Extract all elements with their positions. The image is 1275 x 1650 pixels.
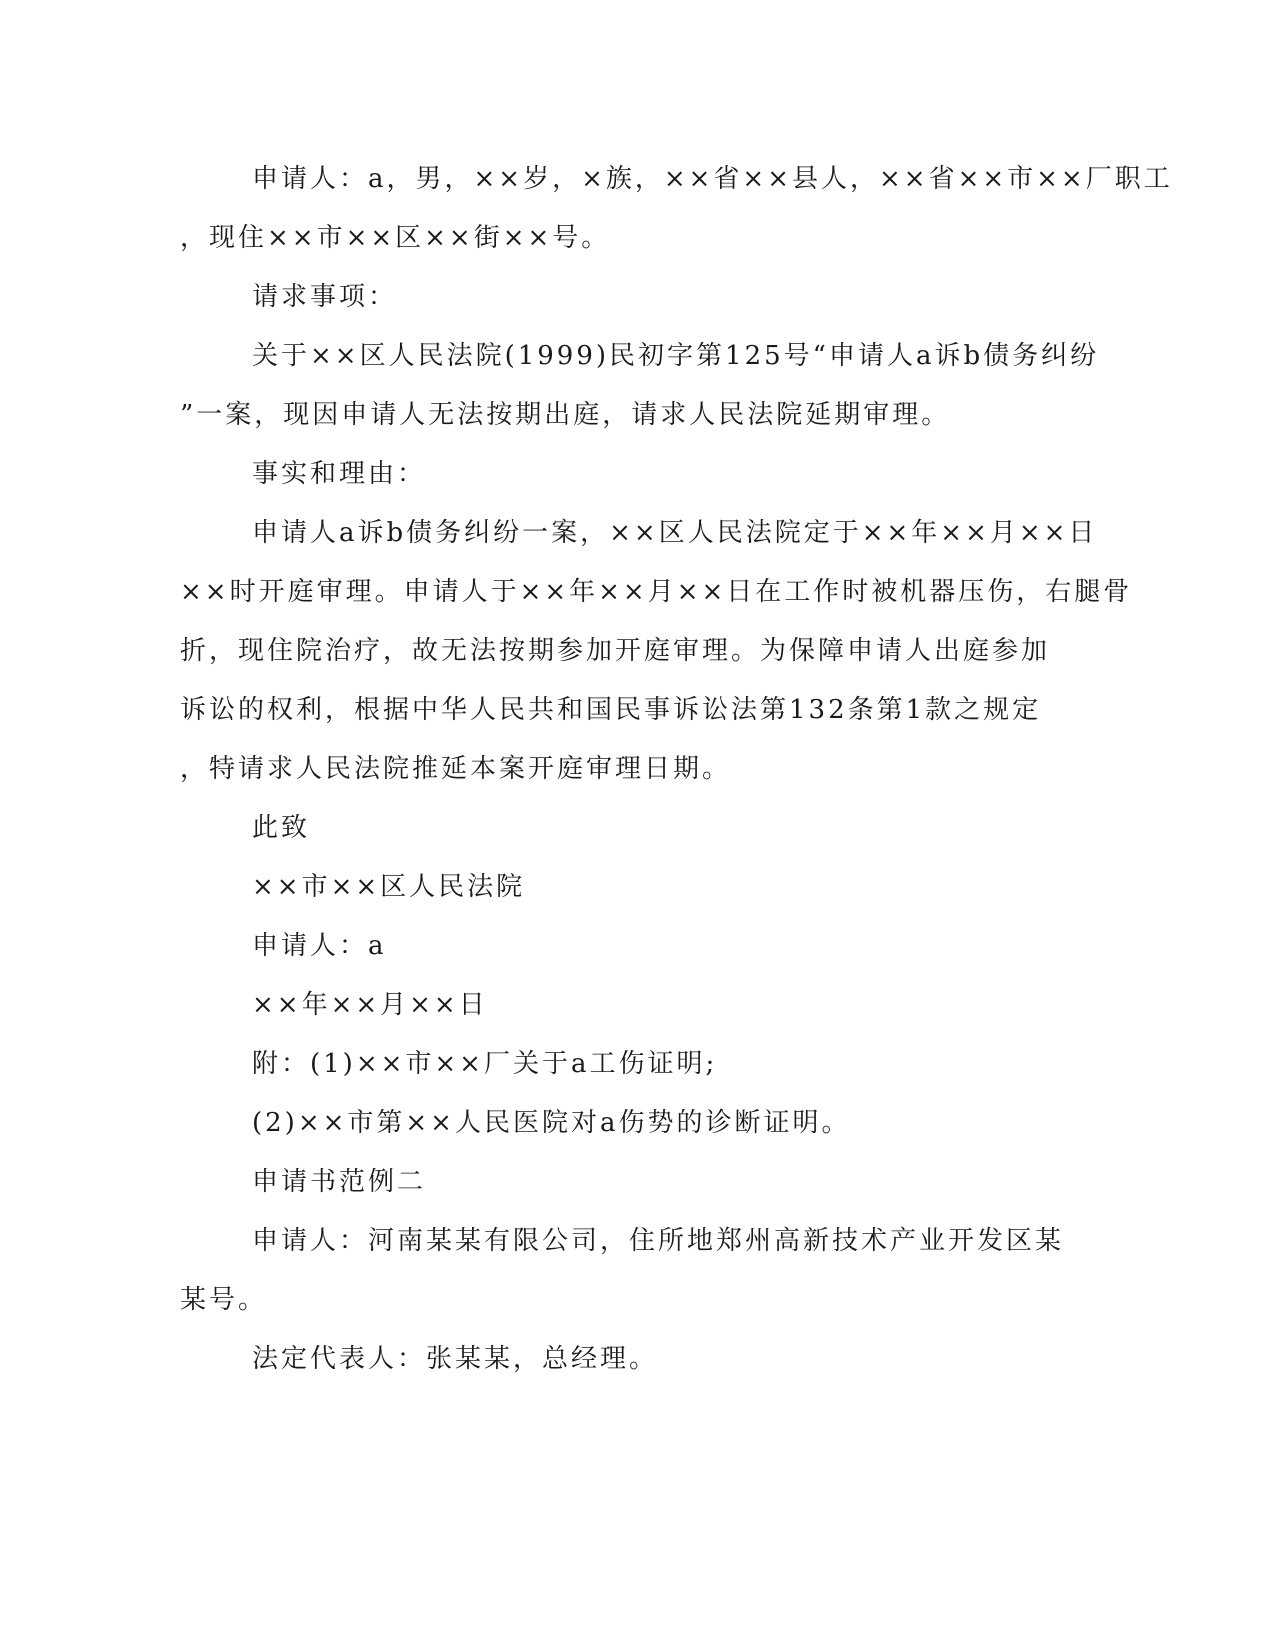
text-line: 申请人：a，男，××岁，×族，××省××县人，××省××市××厂职工	[252, 164, 1173, 194]
text-line: 事实和理由：	[252, 459, 427, 489]
applicant-paragraph	[180, 1212, 1065, 1330]
document-body	[180, 150, 1173, 1389]
request-heading	[180, 268, 1035, 327]
request-paragraph	[180, 327, 1100, 445]
text-line: 申请人：a	[252, 931, 387, 961]
facts-paragraph	[180, 504, 1133, 799]
text-line: ××市××区人民法院	[252, 872, 526, 902]
court-name	[180, 858, 1035, 917]
section-title	[180, 1153, 1035, 1212]
text-line: ××时开庭审理。申请人于××年××月××日在工作时被机器压伤，右腿骨	[180, 577, 1133, 607]
applicant-signature	[180, 917, 1035, 976]
text-line: 此致	[252, 813, 311, 843]
text-line: ××年××月××日	[252, 990, 488, 1020]
salutation	[180, 799, 1035, 858]
text-line: 诉讼的权利，根据中华人民共和国民事诉讼法第132条第1款之规定	[180, 695, 1042, 725]
attachment-item	[180, 1094, 1035, 1153]
applicant-paragraph	[180, 150, 1173, 268]
text-line: 申请人a诉b债务纠纷一案，××区人民法院定于××年××月××日	[252, 518, 1098, 548]
text-line: 法定代表人：张某某，总经理。	[252, 1344, 659, 1374]
text-line: 请求事项：	[252, 282, 398, 312]
facts-heading	[180, 445, 1035, 504]
text-line: ”一案，现因申请人无法按期出庭，请求人民法院延期审理。	[180, 400, 951, 430]
attachment-item	[180, 1035, 1035, 1094]
text-line: 折，现住院治疗，故无法按期参加开庭审理。为保障申请人出庭参加	[180, 636, 1051, 666]
text-line: 申请书范例二	[252, 1167, 427, 1197]
text-line: ，特请求人民法院推延本案开庭审理日期。	[180, 754, 732, 784]
text-line: 附：(1)××市××厂关于a工伤证明;	[252, 1049, 718, 1079]
text-line: ，现住××市××区××街××号。	[180, 223, 611, 253]
text-line: 申请人：河南某某有限公司，住所地郑州高新技术产业开发区某	[252, 1226, 1065, 1256]
legal-representative	[180, 1330, 1035, 1389]
text-line: 关于××区人民法院(1999)民初字第125号“申请人a诉b债务纠纷	[252, 341, 1100, 371]
text-line: (2)××市第××人民医院对a伤势的诊断证明。	[252, 1108, 851, 1138]
document-date	[180, 976, 1035, 1035]
text-line: 某号。	[180, 1285, 268, 1315]
